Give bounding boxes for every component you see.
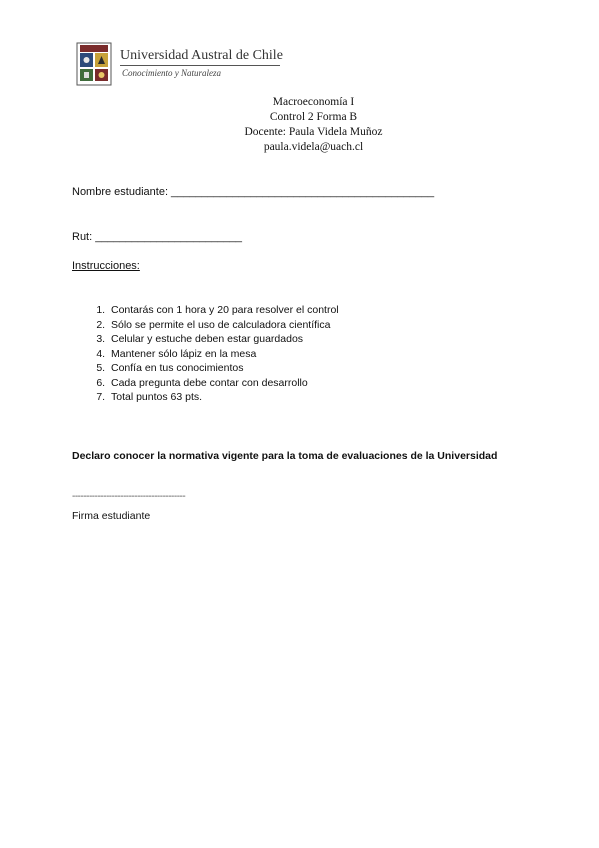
list-item: 7. Total puntos 63 pts. xyxy=(108,390,339,405)
university-logo xyxy=(76,42,286,86)
logo-divider xyxy=(120,65,280,66)
list-item: 5. Confía en tus conocimientos xyxy=(108,361,339,376)
declaration-statement: Declaro conocer la normativa vigente para la toma de evaluaciones de la Universidad xyxy=(72,450,498,462)
list-item: 2. Sólo se permite el uso de calculadora científica xyxy=(108,318,339,333)
teacher-name: Docente: Paula Videla Muñoz xyxy=(244,126,383,138)
instructions-title: Instrucciones: xyxy=(72,260,140,272)
signature-label: Firma estudiante xyxy=(72,510,151,522)
university-slogan: Conocimiento y Naturaleza xyxy=(122,68,221,78)
student-name-field[interactable]: Nombre estudiante: ___________________________________________ xyxy=(72,186,435,198)
list-item: 4. Mantener sólo lápiz en la mesa xyxy=(108,347,339,362)
list-item: 6. Cada pregunta debe contar con desarrollo xyxy=(108,376,339,391)
list-item: 3. Celular y estuche deben estar guardados xyxy=(108,332,339,347)
exam-title: Control 2 Forma B xyxy=(269,111,358,123)
instructions-list xyxy=(72,303,339,405)
exam-header xyxy=(0,95,599,155)
list-item: 1. Contarás con 1 hora y 20 para resolver el control xyxy=(108,303,339,318)
teacher-email: paula.videla@uach.cl xyxy=(263,141,364,153)
university-shield-icon xyxy=(76,42,112,86)
rut-field[interactable]: Rut: ________________________ xyxy=(72,231,243,243)
university-name: Universidad Austral de Chile xyxy=(120,48,283,63)
course-title: Macroeconomía I xyxy=(272,96,355,108)
signature-line[interactable]: ---------------------------------------- xyxy=(72,491,186,502)
